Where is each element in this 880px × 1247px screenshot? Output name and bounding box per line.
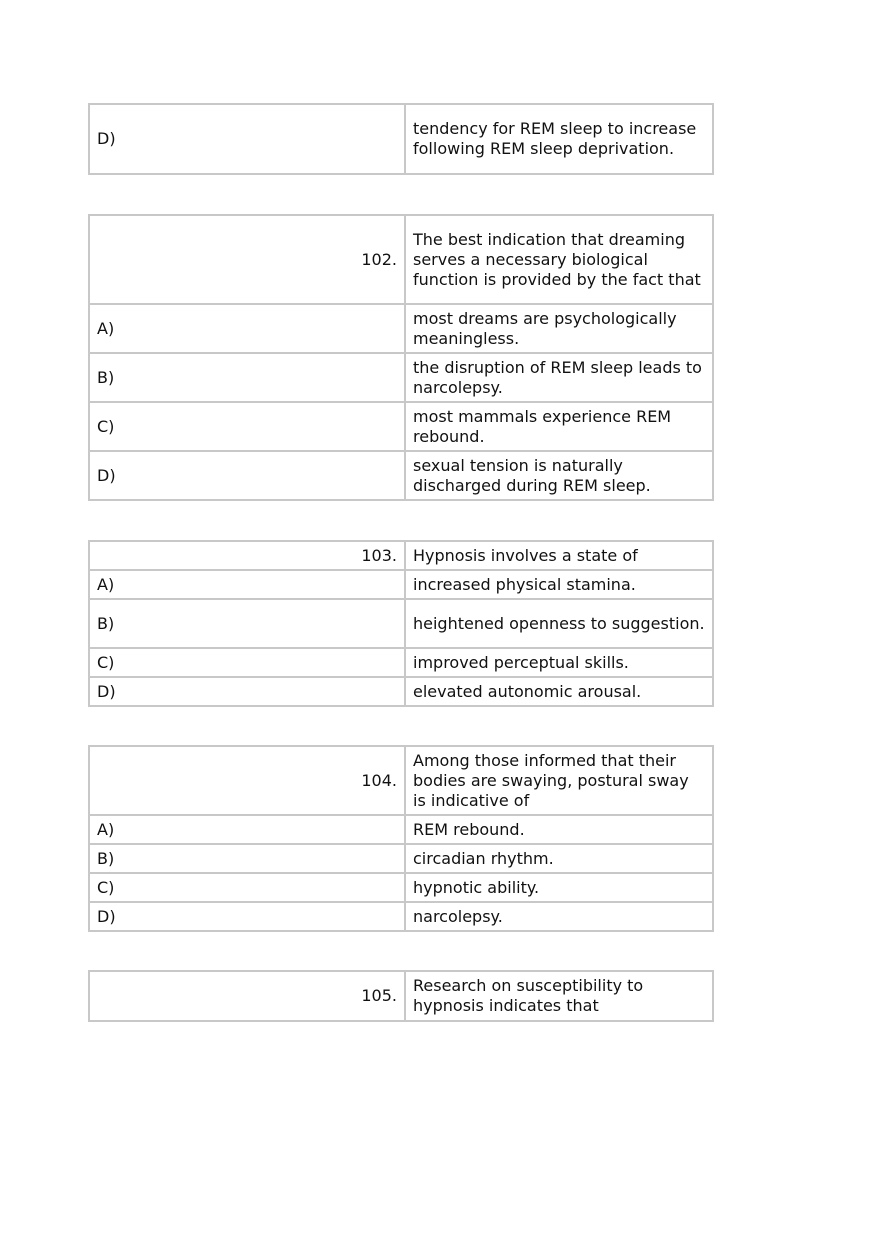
option-row-d bbox=[89, 451, 713, 500]
option-letter: B) bbox=[89, 353, 405, 402]
option-text: the disruption of REM sleep leads to narcolepsy. bbox=[405, 353, 713, 402]
question-block-101-continued bbox=[88, 103, 714, 175]
option-letter: D) bbox=[89, 902, 405, 931]
option-letter: B) bbox=[89, 599, 405, 648]
option-letter: C) bbox=[89, 402, 405, 451]
option-text: hypnotic ability. bbox=[405, 873, 713, 902]
option-row-d bbox=[89, 104, 713, 174]
option-text: REM rebound. bbox=[405, 815, 713, 844]
option-letter: A) bbox=[89, 570, 405, 599]
option-text: elevated autonomic arousal. bbox=[405, 677, 713, 706]
option-text: most dreams are psychologically meaningless. bbox=[405, 304, 713, 353]
option-text: increased physical stamina. bbox=[405, 570, 713, 599]
question-text: Among those informed that their bodies are swaying, postural sway is indicative of bbox=[405, 746, 713, 815]
question-number: 103. bbox=[89, 541, 405, 570]
option-letter: A) bbox=[89, 304, 405, 353]
question-block-104 bbox=[88, 745, 714, 932]
option-row-c bbox=[89, 873, 713, 902]
option-row-b bbox=[89, 599, 713, 648]
question-row bbox=[89, 541, 713, 570]
option-row-d bbox=[89, 677, 713, 706]
option-text: tendency for REM sleep to increase following REM sleep deprivation. bbox=[405, 104, 713, 174]
option-text: heightened openness to suggestion. bbox=[405, 599, 713, 648]
option-text: sexual tension is naturally discharged during REM sleep. bbox=[405, 451, 713, 500]
question-text: The best indication that dreaming serves a necessary biological function is provided by the fact that bbox=[405, 215, 713, 304]
question-number: 104. bbox=[89, 746, 405, 815]
option-row-b bbox=[89, 844, 713, 873]
option-row-d bbox=[89, 902, 713, 931]
option-row-a bbox=[89, 815, 713, 844]
question-block-103 bbox=[88, 540, 714, 707]
question-block-105 bbox=[88, 970, 714, 1022]
option-letter: C) bbox=[89, 648, 405, 677]
option-letter: D) bbox=[89, 104, 405, 174]
question-row bbox=[89, 971, 713, 1021]
option-row-c bbox=[89, 402, 713, 451]
option-text: most mammals experience REM rebound. bbox=[405, 402, 713, 451]
option-letter: B) bbox=[89, 844, 405, 873]
option-text: improved perceptual skills. bbox=[405, 648, 713, 677]
question-block-102 bbox=[88, 214, 714, 501]
option-letter: A) bbox=[89, 815, 405, 844]
option-row-a bbox=[89, 304, 713, 353]
option-row-c bbox=[89, 648, 713, 677]
option-text: circadian rhythm. bbox=[405, 844, 713, 873]
question-number: 105. bbox=[89, 971, 405, 1021]
option-row-b bbox=[89, 353, 713, 402]
option-letter: C) bbox=[89, 873, 405, 902]
option-text: narcolepsy. bbox=[405, 902, 713, 931]
option-letter: D) bbox=[89, 677, 405, 706]
question-text: Hypnosis involves a state of bbox=[405, 541, 713, 570]
question-row bbox=[89, 746, 713, 815]
question-row bbox=[89, 215, 713, 304]
question-text: Research on susceptibility to hypnosis indicates that bbox=[405, 971, 713, 1021]
question-number: 102. bbox=[89, 215, 405, 304]
option-letter: D) bbox=[89, 451, 405, 500]
option-row-a bbox=[89, 570, 713, 599]
